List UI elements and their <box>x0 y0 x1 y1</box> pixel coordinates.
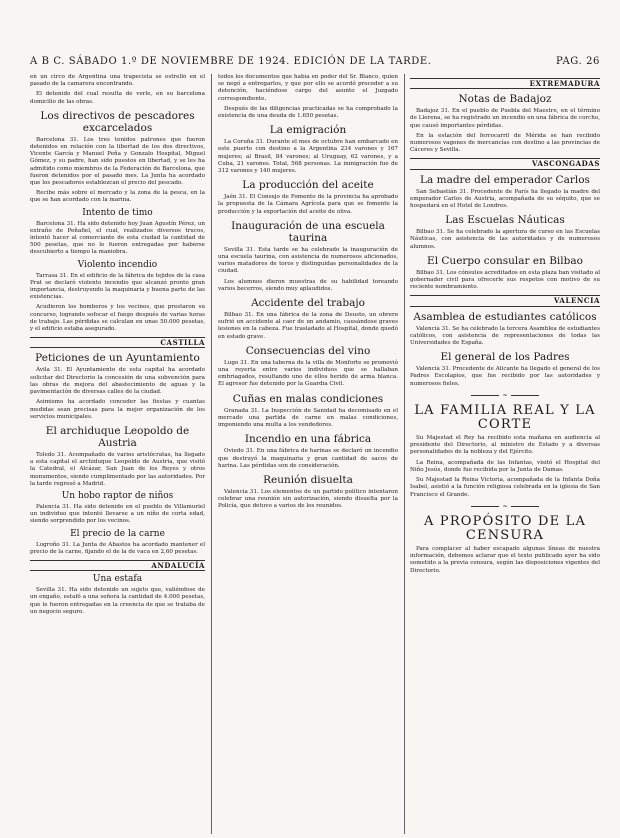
article-headline: Incendio en una fábrica <box>244 433 372 446</box>
column-2 <box>218 74 398 834</box>
article-paragraph: Barcelona 31. Ha sido detenido hoy Juan Agustín Pérez, un extraño de Peñafiel, el cual, realizados diversos trucos, intentó hacer al comerciante de esta ciudad la cantidad de 500 pesetas, que no le fueron entregadas por haberse descubierto a tiempo la maniobra. <box>30 220 205 256</box>
article-headline: Cuñas en malas condiciones <box>232 392 384 405</box>
article-headline: El Cuerpo consular en Bilbao <box>427 254 583 267</box>
article-paragraph: Su Majestad la Reina Victoria, acompañada de la Infanta Doña Isabel, asistió a la función religiosa celebrada en la iglesia de San Francisco el Grande. <box>410 477 600 498</box>
column-divider <box>404 74 405 834</box>
article-paragraph: El detenido del cual resulta de verle, en su barcelona domicilio de las obras. <box>30 91 205 105</box>
article-paragraph: Acudieron los bomberos y los vecinos, que prestaron su concurso, logrando sofocar el fuego después de varias horas de trabajo. Las pérdidas se calculan en unas 50.000 pesetas, y el edificio estaba asegurado. <box>30 304 205 333</box>
article-headline: Consecuencias del vino <box>245 344 371 357</box>
article-headline: La producción del aceite <box>242 179 374 192</box>
section-label: EXTREMADURA <box>410 78 600 89</box>
article-paragraph: Logroño 31. La Junta de Abastos ha acordado mantener el precio de la carne, fijando el de la de vaca en 2,60 pesetas. <box>30 541 205 555</box>
article-paragraph: Toledo 31. Acompañado de varios aristócratas, ha llegado a esta capital el archiduque Leopoldo de Austria, que visitó la Catedral, el Alcázar, San Juan de los Reyes y otros monumentos, siendo cumplimentado por las autoridades. Por la tarde regresó a Madrid. <box>30 451 205 487</box>
article-subheadline: Violento incendio <box>77 259 158 270</box>
article-headline: Reunión disuelta <box>263 473 353 486</box>
article-headline: Los directivos de pescadores excarcelados <box>40 109 195 134</box>
article-paragraph: Valencia 31. Se ha celebrado la tercera Asamblea de estudiantes católicos, con asistencia de representaciones de todas las Universidades de España. <box>410 325 600 347</box>
header-title: A B C. SÁBADO 1.º DE NOVIEMBRE DE 1924. EDICIÓN DE LA TARDE. <box>30 56 432 67</box>
column-divider <box>211 74 212 834</box>
section-label: ANDALUCÍA <box>30 560 205 571</box>
article-headline: Notas de Badajoz <box>458 93 552 106</box>
ornament-rule-right <box>511 506 539 507</box>
article-paragraph: Ávila 31. El Ayuntamiento de esta capital ha acordado solicitar del Directorio la concesión de una subvención para las obras de mejora del abastecimiento de aguas y la pavimentación de diversas calles de la ciudad. <box>30 367 205 396</box>
article-headline: Inauguración de una escuela taurina <box>231 219 385 244</box>
article-paragraph: en un circo de Argentina una trapecista se estrelló en el pasado de la camarera encontrando. <box>30 74 205 88</box>
article-paragraph: Valencia 31. Procedente de Alicante ha llegado el general de los Padres Escolapios, que fue recibido por las autoridades y numerosos fieles. <box>410 366 600 387</box>
section-label: CASTILLA <box>30 337 205 348</box>
section-label: VALENCIA <box>410 295 600 306</box>
column-1 <box>30 74 205 834</box>
article-paragraph: Para complacer al haber escapado algunas líneas de nuestra información, debemos aclarar que el texto publicado ayer ha sido sometido a la previa censura, según las disposiciones vigentes del Directorio. <box>410 545 600 574</box>
article-subheadline: Un hobo raptor de niños <box>61 490 174 501</box>
ornament-rule-right <box>511 395 539 396</box>
article-paragraph: Su Majestad el Rey ha recibido esta mañana en audiencia al presidente del Directorio, al ministro de Estado y a diversas personalidades de la nobleza y del Ejército. <box>410 435 600 456</box>
article-paragraph: Sevilla 31. Ha sido detenido un sujeto que, valiéndose de un engaño, estafó a una señora la cantidad de 4.000 pesetas, que le fueron entregadas en la creencia de que se trataba de un negocio seguro. <box>30 587 205 615</box>
feature-headline: A PROPÓSITO DE LA CENSURA <box>423 513 587 543</box>
article-paragraph: Valencia 31. Los elementos de un partido político intentaron celebrar una reunión sin autorización, siendo disuelta por la Policía, que detuvo a varios de los reunidos. <box>218 488 398 510</box>
article-paragraph: Los alumnos dieron muestras de su habilidad toreando varios becerros, siendo muy aplaudidos. <box>218 278 398 292</box>
article-paragraph: Badajoz 31. En el pueblo de Puebla del Maestre, en el término de Llerena, se ha registrado un incendio en una fábrica de corcho, que causó importantes pérdidas. <box>410 108 600 129</box>
article-headline: El general de los Padres <box>440 351 570 364</box>
article-paragraph: San Sebastián 31. Procedente de París ha llegado la madre del emperador Carlos de Austria, acompañada de su séquito, que se hospedará en el Hotel de Londres. <box>410 188 600 210</box>
article-headline: Accidente del trabajo <box>251 297 365 310</box>
article-headline: La madre del emperador Carlos <box>420 173 590 186</box>
article-paragraph: Jaén 31. El Consejo de Fomento de la provincia ha aprobado la propuesta de la Cámara Agrícola para que se fomente la producción y la exportación del aceite de oliva. <box>218 194 398 215</box>
article-subheadline: Intento de timo <box>82 207 153 218</box>
article-paragraph: Palencia 31. Ha sido detenido en el pueblo de Villamuriel un individuo que intentó llevarse a un niño de corta edad, siendo sorprendido por los vecinos. <box>30 503 205 525</box>
article-headline: Las Escuelas Náuticas <box>445 214 565 227</box>
ornament-glyph: ~ <box>502 502 508 510</box>
feature-headline: LA FAMILIA REAL Y LA CORTE <box>414 403 596 433</box>
page-header <box>30 56 600 70</box>
article-subheadline: El precio de la carne <box>70 528 165 539</box>
article-paragraph: Bilbao 31. Los cónsules acreditados en esta plaza han visitado al gobernador civil para ofrecerle sus respetos con motivo de su reciente nombramiento. <box>410 269 600 291</box>
article-headline: Peticiones de un Ayuntamiento <box>35 352 200 365</box>
ornament-divider <box>410 392 600 399</box>
ornament-rule-left <box>471 506 499 507</box>
article-paragraph: Lugo 31. En una taberna de la villa de Monforte se promovió una reyerta entre varios individuos que se hallaban embriagados, resultando uno de ellos herido de arma blanca. El agresor fue detenido por la Guardia Civil. <box>218 359 398 388</box>
article-paragraph: En la estación del ferrocarril de Mérida se han recibido numerosos vagones de mercancías con destino a las provincias de Cáceres y Sevilla. <box>410 132 600 154</box>
article-subheadline: Una estafa <box>92 574 143 585</box>
ornament-divider <box>410 503 600 510</box>
article-headline: La emigración <box>269 124 347 137</box>
article-paragraph: Tarrasa 31. En el edificio de la fábrica de tejidos de la casa Prat se declaró violento incendio que alcanzó pronto gran importancia, destruyendo la maquinaria y buena parte de las existencias. <box>30 272 205 301</box>
article-paragraph: Barcelona 31. Los tres tenidos patrones que fueron detenidos en relación con la libertad de los dos directivos, Vicente García y Manuel Peña y Gonzalo Hospital, Miguel Gómez, y su padre, han sido puestos en libertad, y se les ha admitido como miembros de la Federación de Barcelona, que fueron detenidos por el pasado mes. La Junta ha acordado que los pescadores establezcan el precio del pescado. <box>30 136 205 187</box>
page-number: PAG. 26 <box>556 56 600 67</box>
section-label: VASCONGADAS <box>410 158 600 169</box>
article-paragraph: Oviedo 31. En una fábrica de harinas se declaró un incendio que destruyó la maquinaria y gran cantidad de sacos de harina. Las pérdidas son de consideración. <box>218 448 398 469</box>
article-paragraph: La Reina, acompañada de las Infantas, visitó el Hospital del Niño Jesús, donde fue recibida por la Junta de Damas. <box>410 459 600 473</box>
column-3 <box>410 74 600 834</box>
article-paragraph: Sevilla 31. Esta tarde se ha celebrado la inauguración de una escuela taurina, con asistencia de numerosos aficionados, varios matadores de toros y distinguidas personalidades de la ciudad. <box>218 246 398 275</box>
ornament-glyph: ~ <box>502 391 508 399</box>
article-headline: El archiduque Leopoldo de Austria <box>45 424 190 449</box>
article-paragraph: Después de las diligencias practicadas se ha comprobado la existencia de una deuda de 1.650 pesetas. <box>218 105 398 120</box>
article-paragraph: Granada 31. La Inspección de Sanidad ha decomisado en el mercado una partida de carne en malas condiciones, imponiendo una multa a los vendedores. <box>218 407 398 429</box>
article-paragraph: Recibe más sobre el mercado y la zona de la pesca, en la que se han acordado con la marina. <box>30 190 205 204</box>
article-paragraph: Asimismo ha acordado conceder las fiestas y cuantas medidas sean precisas para la mejor organización de los servicios municipales. <box>30 399 205 420</box>
ornament-rule-left <box>471 395 499 396</box>
article-paragraph: La Coruña 31. Durante el mes de octubre han embarcado en este puerto con destino a la Argentina 234 varones y 167 mujeres; al Brasil, 84 varones; al Uruguay, 62 varones, y a Cuba, 21 varones. Total, 568 personas. La inmigración fue de 312 varones y 140 mujeres. <box>218 139 398 175</box>
article-headline: Asamblea de estudiantes católicos <box>413 310 597 323</box>
article-paragraph: Bilbao 31. Se ha celebrado la apertura de curso en las Escuelas Náuticas, con asistencia de las autoridades y de numerosos alumnos. <box>410 229 600 250</box>
article-paragraph: Bilbao 31. En una fábrica de la zona de Deusto, un obrero sufrió un accidente al caer de un andamio, causándose graves lesiones en la cabeza. Fue trasladado al Hospital, donde quedó en estado grave. <box>218 312 398 340</box>
article-paragraph: todos los documentos que había en poder del Sr. Blanco, quien se negó a entregarlos, y que por ello se acordó proceder a su detención, haciéndose cargo del asunto el Juzgado correspondiente. <box>218 74 398 102</box>
